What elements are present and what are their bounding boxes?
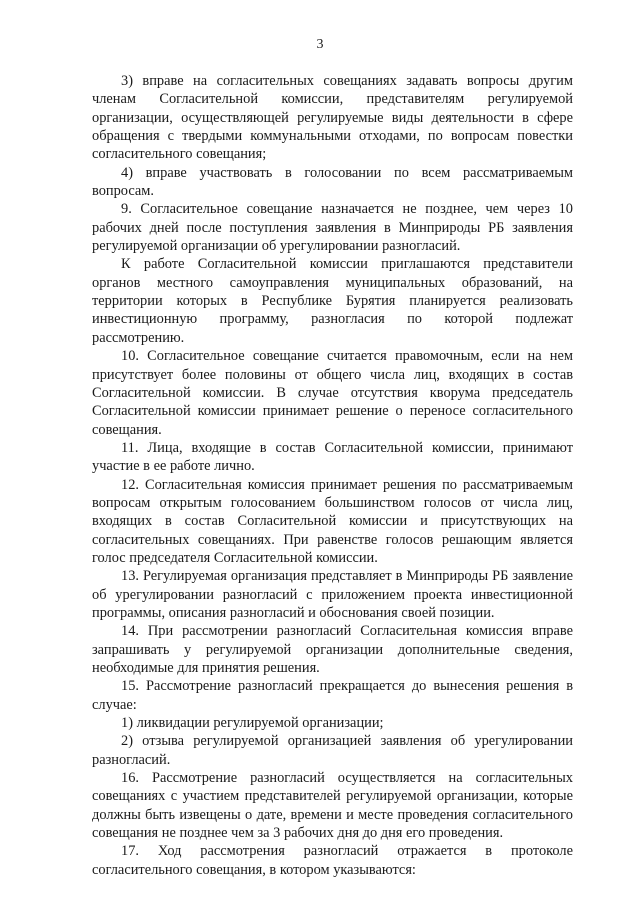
paragraph-clause-11: 11. Лица, входящие в состав Согласительной комиссии, принимают участие в ее работе лично. — [92, 439, 573, 475]
paragraph-clause-12: 12. Согласительная комиссия принимает решения по рассматриваемым вопросам открытым голосованием большинством голосов от числа лиц, входящих в состав Согласительной комиссии и присутствующих на согласительных совещаниях. При равенстве голосов решающим является голос председателя Согласительной комиссии. — [92, 476, 573, 566]
paragraph-clause-15-item-1: 1) ликвидации регулируемой организации; — [121, 715, 384, 732]
paragraph-3-right-to-ask: 3) вправе на согласительных совещаниях задавать вопросы другим членам Согласительной комиссии, представителям регулируемой организации, осуществляющей регулируемые виды деятельности в сфере обращения с твердыми коммунальными отходами, по вопросам повестки согласительного совещания; — [92, 73, 573, 163]
paragraph-clause-9: 9. Согласительное совещание назначается не позднее, чем через 10 рабочих дней после поступления заявления в Минприроды РБ заявления регулируемой организации об урегулировании разногласий. — [92, 201, 573, 255]
page-number: 3 — [316, 37, 324, 52]
document-body — [92, 72, 573, 879]
paragraph-clause-15-item-2: 2) отзыва регулируемой организацией заявления об урегулировании разногласий. — [92, 733, 573, 768]
paragraph-4-right-to-vote: 4) вправе участвовать в голосовании по всем рассматриваемым вопросам. — [92, 164, 573, 200]
paragraph-clause-14: 14. При рассмотрении разногласий Согласительная комиссия вправе запрашивать у регулируемой организации дополнительные сведения, необходимые для принятия решения. — [92, 623, 573, 676]
paragraph-clause-16: 16. Рассмотрение разногласий осуществляется на согласительных совещаниях с участием представителей регулируемой организации, которые должны быть извещены о дате, времени и месте проведения согласительного совещания не позднее чем за 3 рабочих дня до дня его проведения. — [92, 770, 573, 842]
paragraph-clause-17: 17. Ход рассмотрения разногласий отражается в протоколе согласительного совещания, в котором указываются: — [92, 843, 573, 878]
paragraph-clause-9-invitees: К работе Согласительной комиссии приглашаются представители органов местного самоуправления муниципальных образований, на территории которых в Республике Бурятия планируется реализовать инвестиционную программу, разногласия по которой подлежат рассмотрению. — [92, 256, 573, 346]
paragraph-clause-15: 15. Рассмотрение разногласий прекращается до вынесения решения в случае: — [92, 678, 573, 713]
paragraph-clause-10: 10. Согласительное совещание считается правомочным, если на нем присутствует более половины от общего числа лиц, входящих в состав Согласительной комиссии. В случае отсутствия кворума председатель Согласительной комиссии принимает решение о переносе согласительного совещания. — [92, 348, 573, 438]
paragraph-clause-13: 13. Регулируемая организация представляет в Минприроды РБ заявление об урегулировании разногласий с приложением проекта инвестиционной программы, описания разногласий и обоснования своей позиции. — [92, 568, 573, 621]
